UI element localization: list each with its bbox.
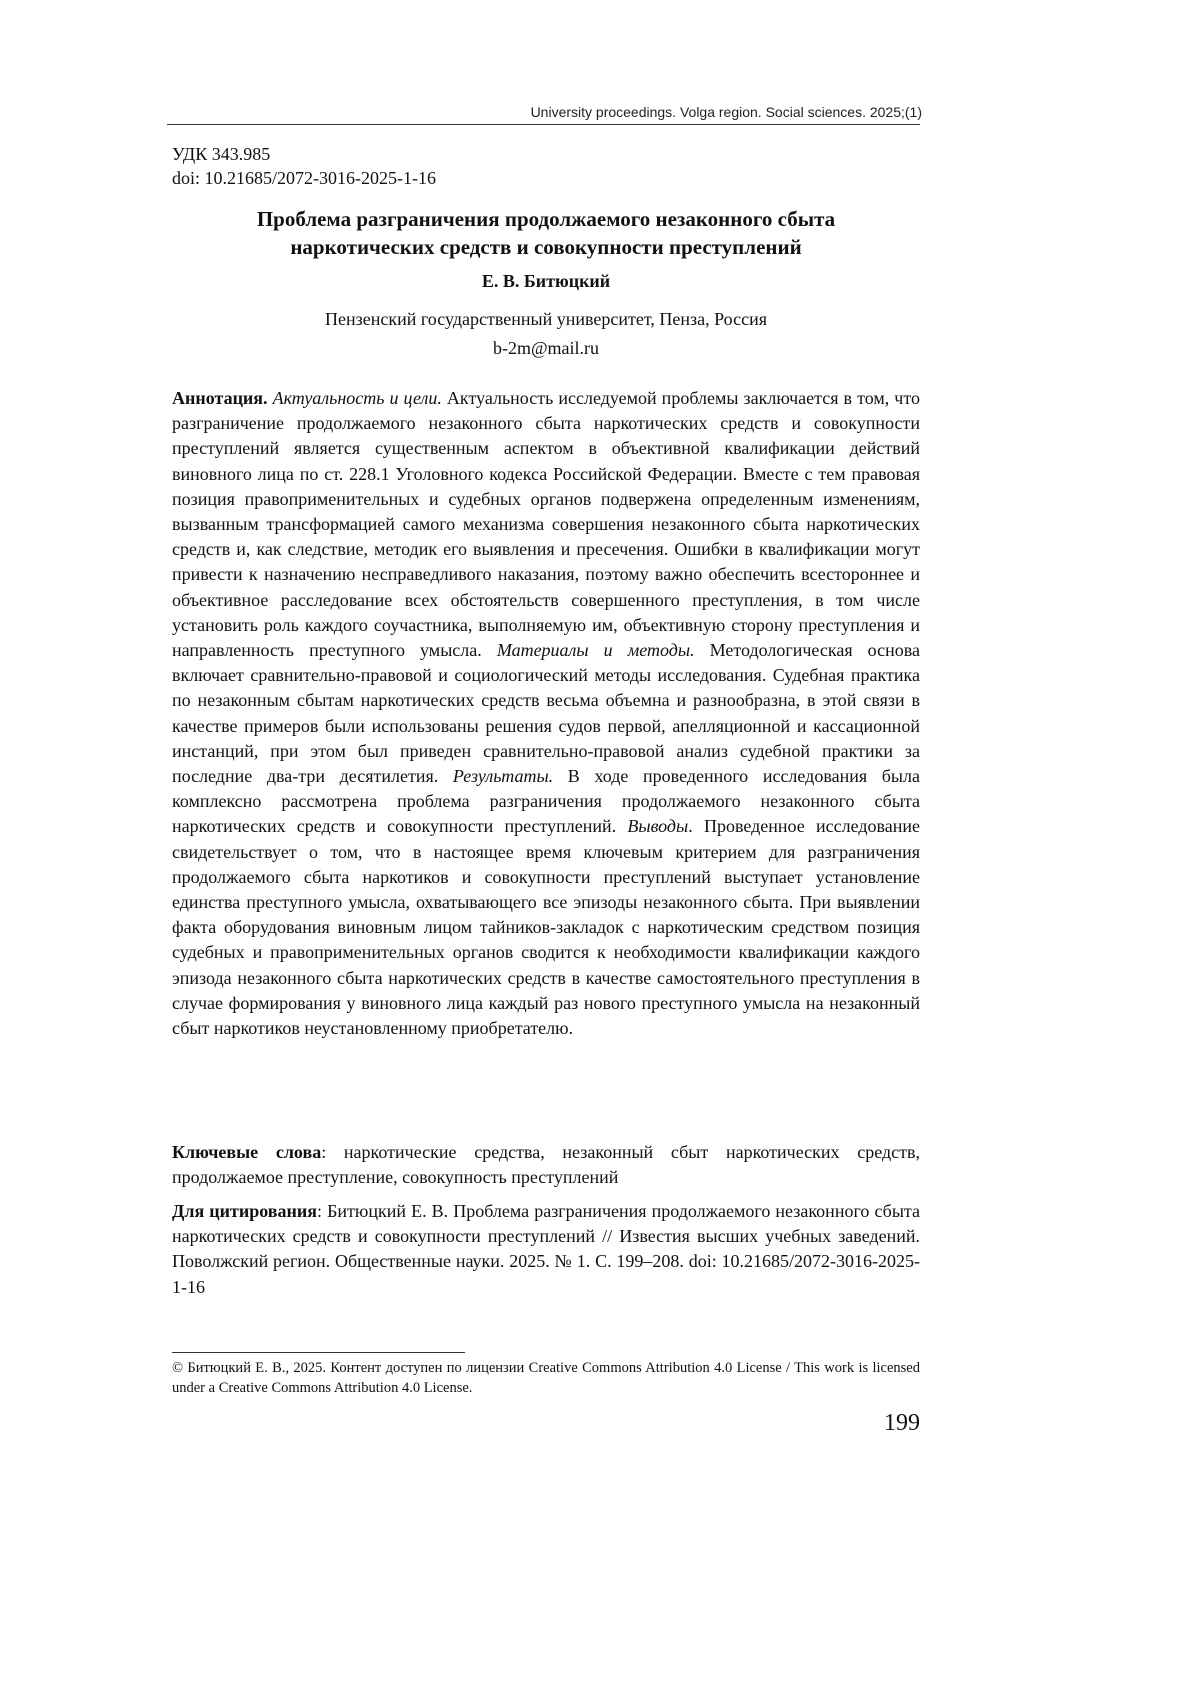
methods-label: Материалы и методы.	[496, 640, 695, 661]
author-name: Е. В. Битюцкий	[481, 271, 611, 291]
results-label: Результаты.	[452, 766, 554, 787]
title-line-1: Проблема разграничения продолжаемого незаконного сбыта	[256, 207, 836, 231]
citation-text: : Битюцкий Е. В. Проблема разграничения продолжаемого незаконного сбыта наркотических средств и совокупности преступлений // Известия высших учебных заведений. Поволжский регион. Общественные науки. 2025. № 1. С. 199–208. doi: 10.21685/2072-3016-2025-1-16	[172, 1201, 920, 1297]
udk-code: УДК 343.985	[172, 144, 271, 164]
relevance-label: Актуальность и цели.	[272, 388, 442, 408]
abstract-label: Аннотация.	[172, 388, 268, 408]
article-title	[172, 205, 920, 261]
author-email: b-2m@mail.ru	[492, 338, 600, 358]
header-divider	[167, 124, 920, 125]
keywords	[172, 1140, 920, 1190]
license-footnote: © Битюцкий Е. В., 2025. Контент доступен по лицензии Creative Commons Attribution 4.0 License / This work is licensed under a Creative Commons Attribution 4.0 License.	[172, 1360, 920, 1396]
results-text: В ходе проведенного исследования была комплексно рассмотрена проблема разграничения продолжаемого незаконного сбыта наркотических средств и совокупности преступлений.	[172, 766, 921, 837]
methods-text: Методологическая основа включает сравнительно-правовой и социологический методы исследования. Судебная практика по незаконным сбытам наркотических средств весьма объемна и разнообразна, в этой связи в качестве примеров были использованы решения судов первой, апелляционной и кассационной инстанций, при этом был приведен сравнительно-правовой анализ судебной практики за последние два-три десятилетия.	[172, 640, 920, 787]
conclusions-label: Выводы	[627, 816, 689, 837]
conclusions-text: . Проведенное исследование свидетельствует о том, что в настоящее время ключевым критерием для разграничения продолжаемого сбыта наркотиков и совокупности преступлений выступает установление единства преступного умысла, охватывающего все эпизоды незаконного сбыта. При выявлении факта оборудования виновным лицом тайников-закладок с наркотическим средством позиция судебных и правоприменительных органов сводится к необходимости квалификации каждого эпизода незаконного сбыта наркотических средств в качестве самостоятельного преступления в случае формирования у виновного лица каждый раз нового преступного умысла на незаконный сбыт наркотиков неустановленному приобретателю.	[172, 816, 920, 1039]
running-header: University proceedings. Volga region. Social sciences. 2025;(1)	[530, 104, 922, 120]
keywords-text: : наркотические средства, незаконный сбыт наркотических средств, продолжаемое преступление, совокупность преступлений	[172, 1142, 920, 1188]
doi-line: doi: 10.21685/2072-3016-2025-1-16	[172, 168, 436, 188]
relevance-text: Актуальность исследуемой проблемы заключается в том, что разграничение продолжаемого незаконного сбыта наркотических средств и совокупности преступлений является существенным аспектом в объективной квалификации действий виновного лица по ст. 228.1 Уголовного кодекса Российской Федерации. Вместе с тем правовая позиция правоприменительных и судебных органов подвержена определенным изменениям, вызванным трансформацией самого механизма совершения незаконного сбыта наркотических средств и, как следствие, методик его выявления и пресечения. Ошибки в квалификации могут привести к назначению несправедливого наказания, поэтому важно обеспечить всестороннее и объективное расследование всех обстоятельств совершенного преступления, в том числе установить роль каждого соучастника, выполняемую им, объективную сторону преступления и направленность преступного умысла.	[172, 388, 920, 661]
citation-label: Для цитирования	[172, 1201, 318, 1221]
author-affiliation: Пензенский государственный университет, Пенза, Россия	[325, 309, 767, 329]
abstract	[172, 386, 920, 1041]
keywords-label: Ключевые слова	[172, 1142, 322, 1162]
footnote-divider	[172, 1352, 465, 1353]
title-line-2: наркотических средств и совокупности преступлений	[290, 235, 802, 259]
citation	[172, 1199, 920, 1300]
page-number: 199	[884, 1410, 920, 1436]
